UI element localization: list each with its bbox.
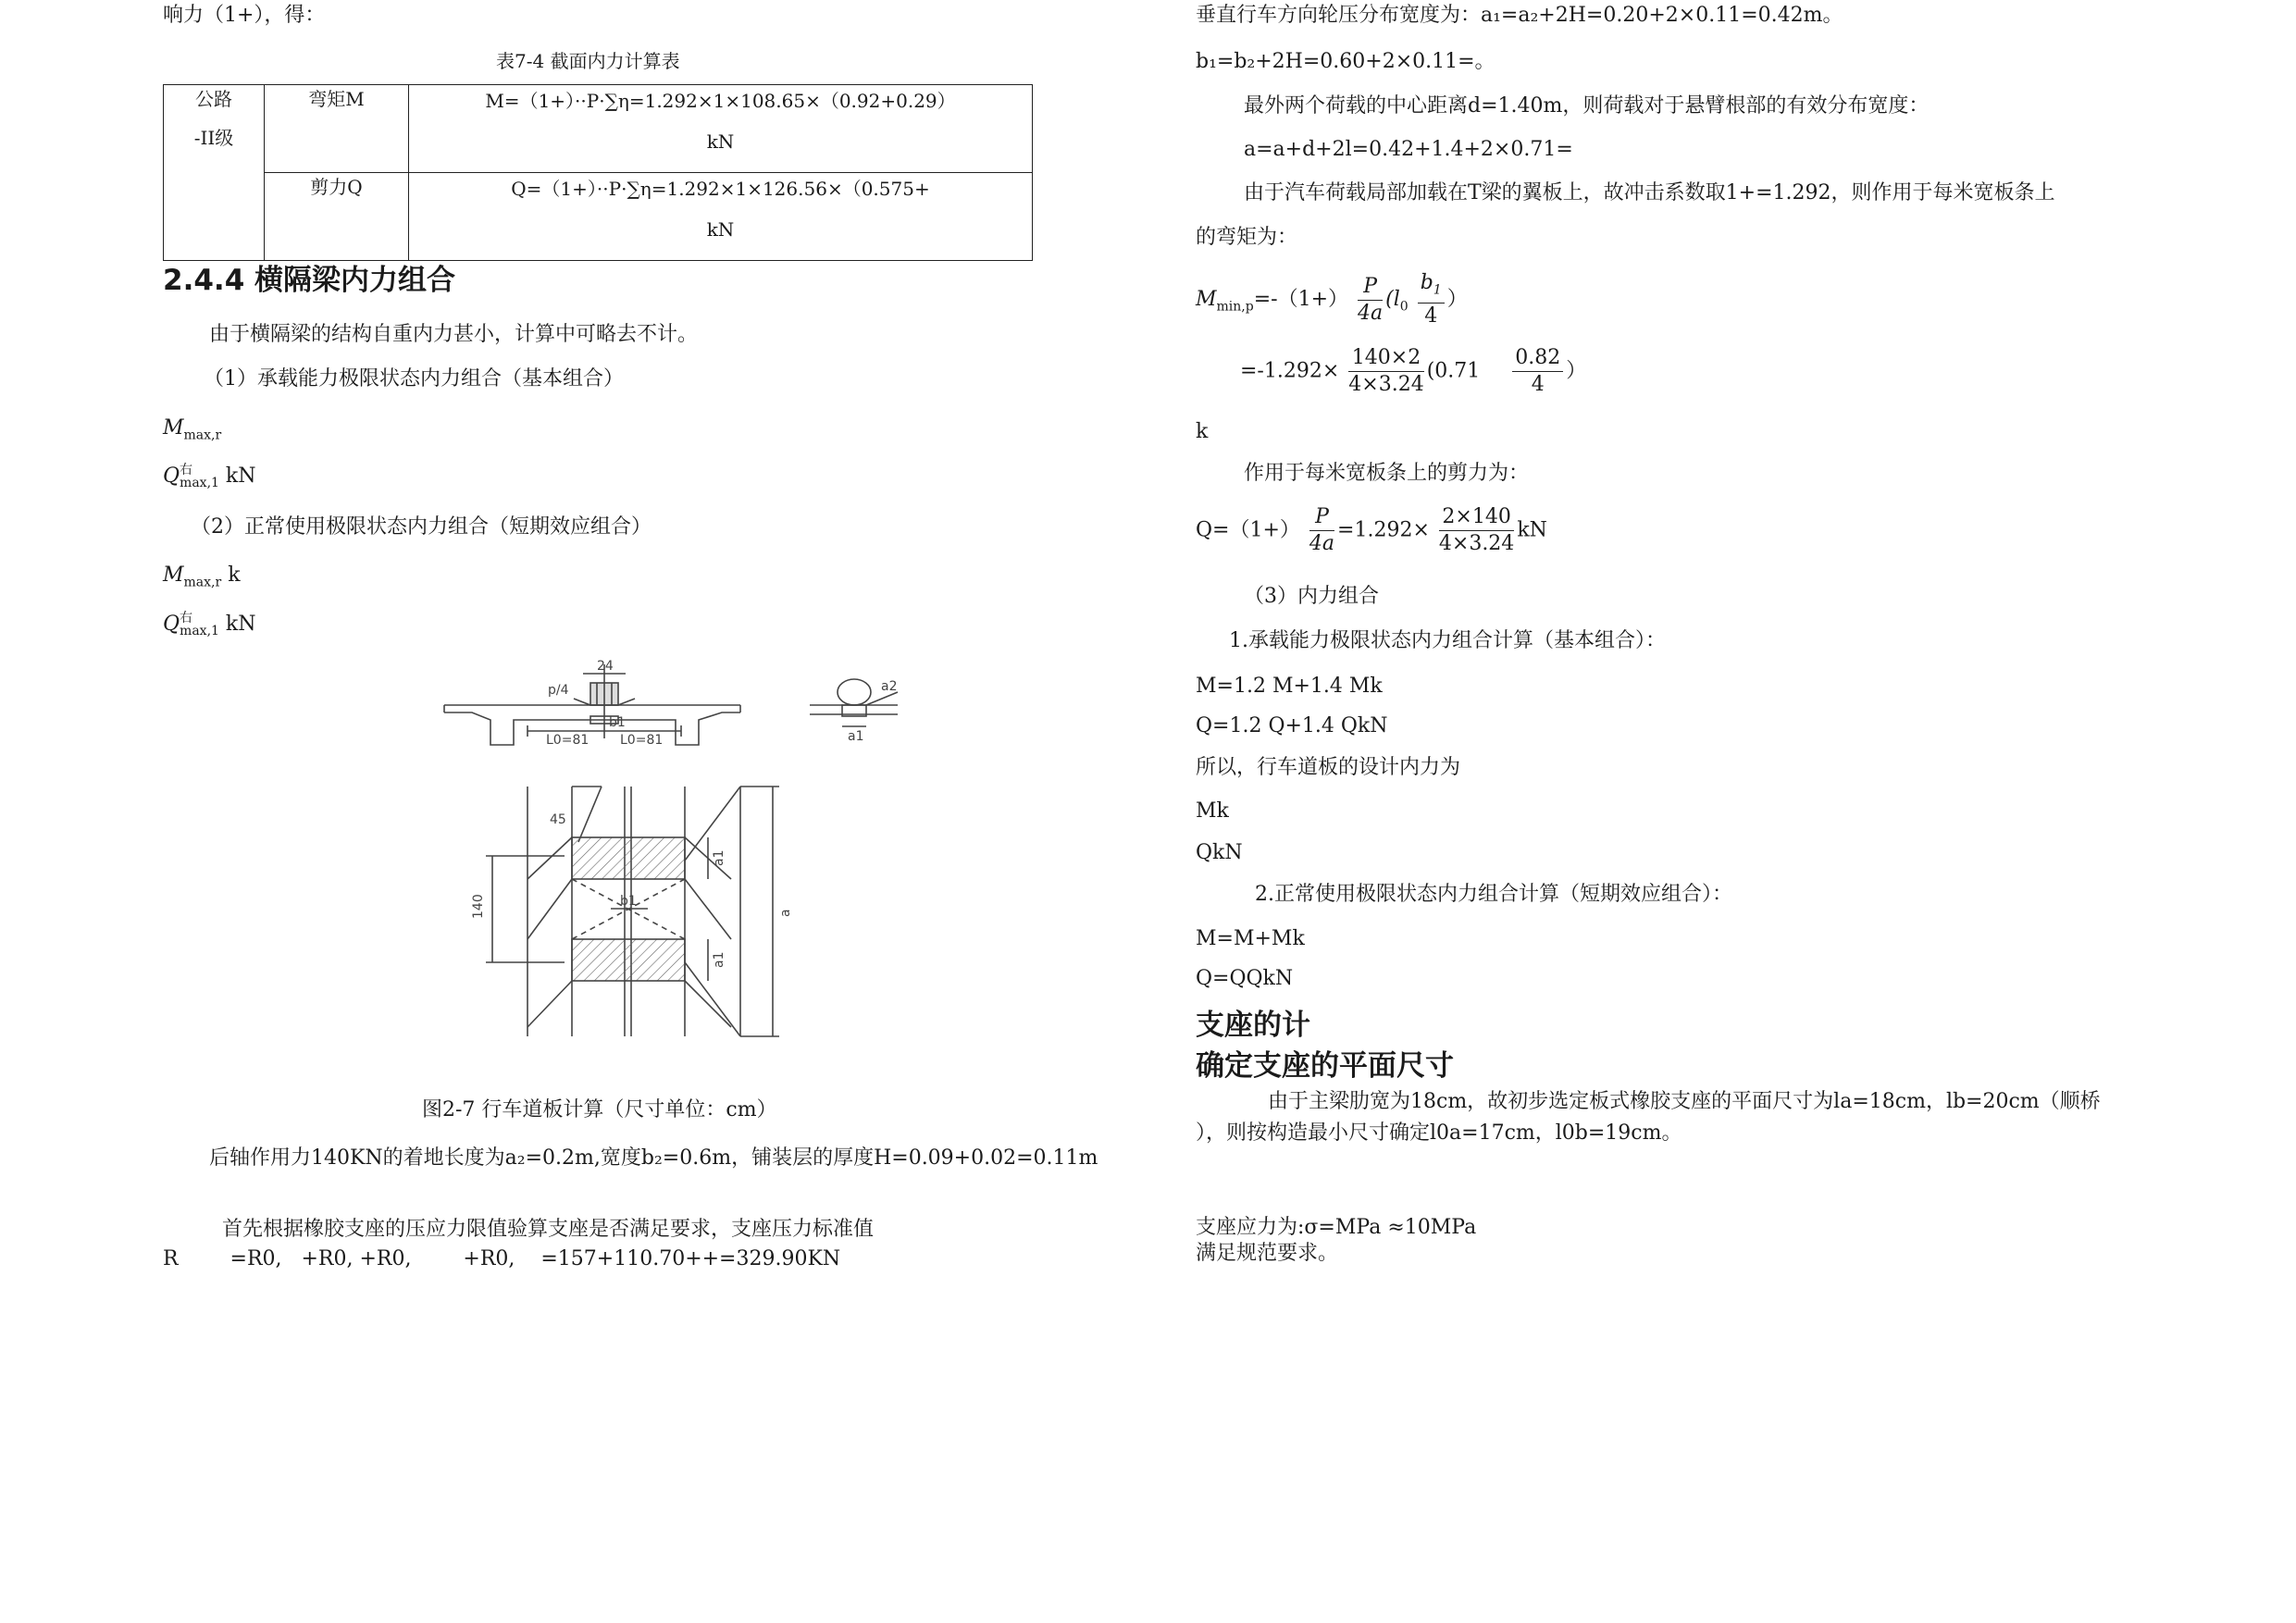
eq-subscript: max,1 [180, 476, 219, 490]
eq-qmax-service [163, 611, 256, 638]
eq-m-design: M=1.2 M+1.4 Mk [1196, 675, 1383, 698]
table-cell-load-class [164, 85, 265, 261]
fraction [1439, 504, 1514, 557]
eq-subscript: max,r [183, 427, 222, 443]
mmin-close: ） [1446, 288, 1468, 312]
mmin-paren: (l [1385, 288, 1400, 312]
numerator: 0.82 [1512, 345, 1563, 372]
eq-unit: kN [225, 465, 256, 488]
heading-bearing-calc: 支座的计 [1196, 1009, 1310, 1042]
table-cell-shear-formula [409, 173, 1033, 261]
fraction [1418, 270, 1445, 329]
eq-symbol: M [163, 564, 184, 587]
table-cell-moment-label [265, 85, 409, 173]
para-bearing-stress: 支座应力为:σ=MPa ≈10MPa [1196, 1216, 1477, 1239]
load-class-line2: -II级 [193, 127, 234, 149]
deck-slab-figure [435, 648, 972, 1046]
eq-superscript: 右 [180, 611, 193, 626]
fig-label-140: 140 [471, 894, 486, 919]
unit-k: k [1196, 420, 1209, 443]
mmin-coef: =-（1+） [1253, 288, 1349, 312]
moment-formula: M=（1+）··P·∑η=1.292×1×108.65×（0.92+0.29） [485, 90, 956, 112]
shear-unit: kN [706, 218, 735, 241]
eq-mmax-ultimate [163, 415, 221, 449]
fig-label-a2: a2 [881, 679, 898, 694]
intro-line: 响力（1+），得： [163, 4, 326, 27]
eq-m-service: M=M+Mk [1196, 927, 1305, 950]
denominator: 4×3.24 [1348, 373, 1424, 396]
shear-label: 剪力Q [310, 176, 363, 198]
moment-label: 弯矩M [308, 88, 365, 110]
item-serviceability-limit: （2）正常使用极限状态内力组合（短期效应组合） [191, 515, 652, 539]
fig-label-l0-left: L0=81 [546, 733, 590, 748]
eq-subscript: max,r [183, 575, 222, 590]
eq-symbol: Q [163, 465, 180, 488]
fig-label-b1: b1 [609, 715, 626, 730]
para-self-weight: 由于横隔梁的结构自重内力甚小，计算中可略去不计。 [209, 323, 699, 346]
b-subscript: 1 [1433, 282, 1442, 298]
numerator: 2×140 [1439, 504, 1514, 531]
fig-label-d1-upper: a1 [712, 849, 726, 866]
fraction [1348, 345, 1423, 398]
eq-qmax-ultimate [163, 463, 256, 490]
fig-label-24: 24 [597, 659, 614, 674]
section-heading-2-4-4: 2.4.4 横隔梁内力组合 [163, 264, 456, 297]
item-ultimate-limit: （1）承载能力极限状态内力组合（基本组合） [204, 367, 624, 390]
eq-subscript: max,1 [180, 624, 219, 638]
eq-q-service: Q=QQkN [1196, 967, 1294, 990]
numerator: P [1309, 504, 1334, 531]
sub-ultimate: 1.承载能力极限状态内力组合计算（基本组合）： [1229, 629, 1666, 652]
fig-label-a1: a1 [848, 729, 864, 744]
value-mk: Mk [1196, 799, 1229, 823]
eq-q-design: Q=1.2 Q+1.4 QkN [1196, 714, 1388, 737]
q-lhs: Q=（1+） [1196, 518, 1300, 542]
eq-superscript: 右 [180, 463, 193, 477]
denominator: 4a [1309, 532, 1335, 555]
eq-symbol: M [163, 416, 184, 440]
para-bearing-check: 首先根据橡胶支座的压应力限值验算支座是否满足要求，支座压力标准值 [222, 1218, 875, 1241]
eq-mmin-numeric [1240, 345, 1586, 398]
heading-bearing-size: 确定支座的平面尺寸 [1196, 1049, 1454, 1083]
eq-bearing-reaction: R =R0, +R0, +R0, +R0, =157+110.70++=329.90KN [163, 1247, 841, 1270]
b-symbol: b [1420, 271, 1433, 294]
fraction [1358, 274, 1383, 327]
para-load-width: 垂直行车方向轮压分布宽度为：a₁=a₂+2H=0.20+2×0.11=0.42m。 [1196, 4, 1843, 27]
denominator: 4×3.24 [1438, 532, 1515, 555]
denominator: 4 [1531, 373, 1545, 396]
q-mid: =1.292× [1337, 518, 1430, 542]
sub-service: 2.正常使用极限状态内力组合计算（短期效应组合）： [1255, 883, 1732, 906]
eq-shear [1196, 504, 1547, 557]
fraction [1309, 504, 1334, 557]
fig-label-b1-plan: b1 [620, 894, 637, 909]
figure-caption: 图2-7 行车道板计算（尺寸单位：cm） [422, 1098, 777, 1121]
denominator: 4 [1424, 304, 1438, 328]
para-effective-width: a=a+d+2l=0.42+1.4+2×0.71= [1244, 138, 1573, 161]
numerator: 140×2 [1348, 345, 1423, 372]
eq-symbol: Q [163, 613, 180, 636]
para-center-distance: 最外两个荷载的中心距离d=1.40m，则荷载对于悬臂根部的有效分布宽度： [1244, 94, 1930, 118]
fig-label-l0-right: L0=81 [620, 733, 664, 748]
mmin2-mid: (0.71 [1426, 359, 1481, 383]
para-impact: 由于汽车荷载局部加载在T梁的翼板上，故冲击系数取1+=1.292，则作用于每米宽板条上 [1244, 181, 2055, 204]
load-class-line1: 公路 [195, 88, 232, 110]
numerator [1418, 270, 1445, 304]
para-b1: b₁=b₂+2H=0.60+2×0.11=。 [1196, 50, 1496, 73]
shear-formula: Q=（1+）··P·∑η=1.292×1×126.56×（0.575+ [511, 178, 930, 200]
mmin-symbol: M [1196, 288, 1217, 312]
eq-unit: kN [225, 613, 256, 636]
para-moment-intro: 的弯矩为： [1196, 226, 1298, 249]
value-qkn: QkN [1196, 841, 1243, 864]
para-meets-spec: 满足规范要求。 [1196, 1242, 1339, 1265]
mmin2-coef: =-1.292× [1240, 359, 1340, 383]
para-bearing-size: 由于主梁肋宽为18cm，故初步选定板式橡胶支座的平面尺寸为la=18cm，lb=20cm（顺桥 [1268, 1090, 2101, 1113]
para-rear-axle: 后轴作用力140KN的着地长度为a₂=0.2m,宽度b₂=0.6m，铺装层的厚度H=0.09+0.02=0.11m [209, 1146, 1098, 1170]
moment-unit: kN [706, 130, 735, 153]
para-shear-intro: 作用于每米宽板条上的剪力为： [1244, 462, 1530, 485]
q-unit: kN [1517, 518, 1547, 542]
internal-force-table [163, 84, 1033, 261]
table-cell-moment-formula [409, 85, 1033, 173]
fig-label-a: a [778, 909, 793, 917]
denominator: 4a [1358, 301, 1384, 325]
mmin2-close: ） [1566, 359, 1587, 383]
eq-mmax-service [163, 562, 241, 596]
numerator: P [1358, 274, 1383, 301]
eq-unit: k [228, 564, 241, 587]
eq-mmin [1196, 270, 1468, 329]
fraction [1512, 345, 1563, 398]
para-design-force: 所以，行车道板的设计内力为 [1196, 756, 1461, 779]
fig-label-d1-lower: a1 [712, 951, 726, 968]
table-cell-shear-label [265, 173, 409, 261]
table-caption: 表7-4 截面内力计算表 [496, 50, 680, 72]
item-combination: （3）内力组合 [1244, 585, 1379, 608]
fig-label-45: 45 [550, 812, 566, 827]
mmin-subscript: min,p [1216, 299, 1254, 315]
mmin-l0-sub: 0 [1399, 299, 1409, 315]
para-bearing-min-size: ），则按构造最小尺寸确定l0a=17cm，l0b=19cm。 [1196, 1121, 1682, 1145]
fig-label-p4: p/4 [548, 683, 569, 698]
